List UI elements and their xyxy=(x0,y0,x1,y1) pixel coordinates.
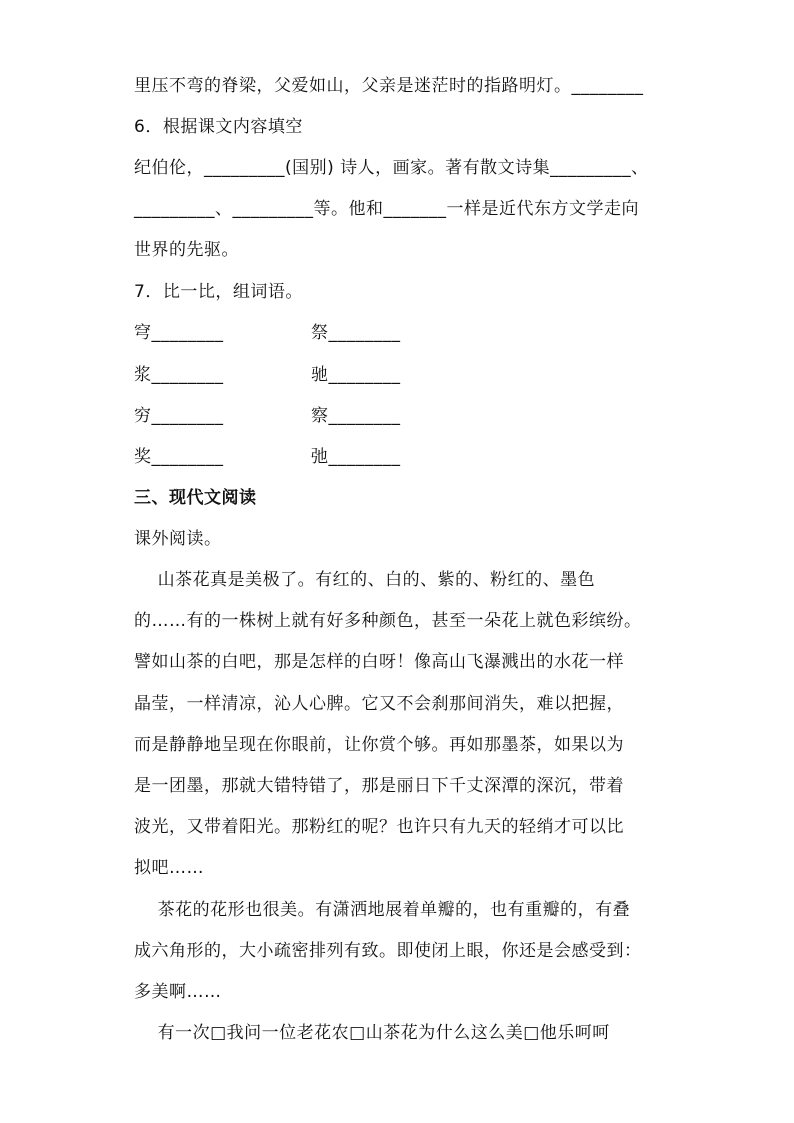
q7-left-2: 浆________ xyxy=(134,365,224,385)
paragraph1-line-1: 山茶花真是美极了。有红的、白的、紫的、粉红的、墨色 xyxy=(134,570,596,590)
paragraph1-line-2: 的……有的一株树上就有好多种颜色，甚至一朵花上就色彩缤纷。 xyxy=(134,611,642,631)
q6-title: 6．根据课文内容填空 xyxy=(134,117,303,137)
q7-left-3: 穷________ xyxy=(134,406,224,426)
paragraph2-line-2: 成六角形的，大小疏密排列有致。即使闭上眼，你还是会感受到： xyxy=(134,941,642,961)
q5-answer-line: 里压不弯的脊梁，父爱如山，父亲是迷茫时的指路明灯。________ xyxy=(134,76,644,96)
q7-right-2: 驰________ xyxy=(311,365,401,385)
paragraph1-line-5: 而是静静地呈现在你眼前，让你赏个够。再如那墨茶，如果以为 xyxy=(134,735,624,755)
paragraph1-line-3: 譬如山茶的白吧，那是怎样的白呀！像高山飞瀑溅出的水花一样 xyxy=(134,652,624,672)
q7-right-1: 祭________ xyxy=(311,323,401,343)
paragraph1-line-8: 拟吧…… xyxy=(134,858,204,878)
paragraph2-line-3: 多美啊…… xyxy=(134,982,222,1002)
paragraph1-line-7: 波光，又带着阳光。那粉红的呢？也许只有九天的轻绡才可以比 xyxy=(134,817,624,837)
section3-heading: 三、现代文阅读 xyxy=(134,488,257,508)
q6-line-3: 世界的先驱。 xyxy=(134,240,239,260)
q7-right-4: 弛________ xyxy=(311,447,401,467)
q6-line-1: 纪伯伦，_________(国别) 诗人，画家。著有散文诗集_________、 xyxy=(134,158,649,178)
section3-subheading: 课外阅读。 xyxy=(134,529,222,549)
q6-line-2: _________、_________等。他和_______一样是近代东方文学走向 xyxy=(134,199,639,219)
paragraph1-line-6: 是一团墨，那就大错特错了，那是丽日下千丈深潭的深沉，带着 xyxy=(134,776,624,796)
q7-right-3: 察________ xyxy=(311,406,401,426)
paragraph1-line-4: 晶莹，一样清凉，沁人心脾。它又不会刹那间消失，难以把握， xyxy=(134,694,624,714)
paragraph2-line-1: 茶花的花形也很美。有潇洒地展着单瓣的，也有重瓣的，有叠 xyxy=(134,900,631,920)
paragraph3-line-1: 有一次□我问一位老花农□山茶花为什么这么美□他乐呵呵 xyxy=(134,1023,610,1043)
q7-title: 7．比一比，组词语。 xyxy=(134,282,303,302)
q7-left-4: 奖________ xyxy=(134,447,224,467)
q7-left-1: 穹________ xyxy=(134,323,224,343)
